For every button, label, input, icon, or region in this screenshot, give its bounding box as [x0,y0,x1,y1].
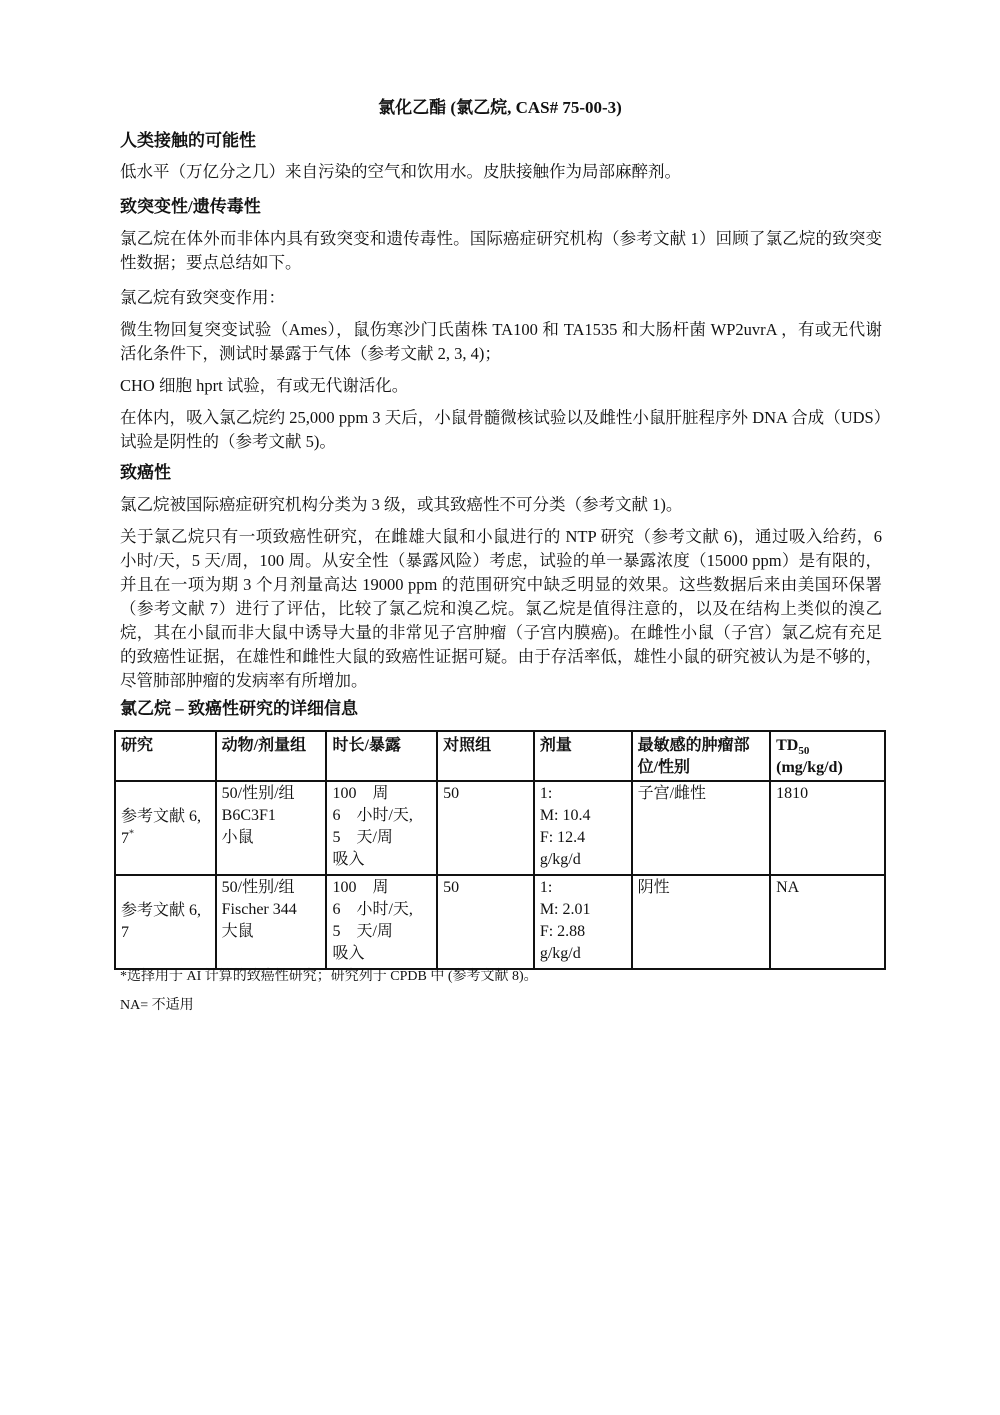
cell-dose: 1: M: 2.01 F: 2.88 g/kg/d [534,875,632,969]
heading-carcinogenicity: 致癌性 [120,463,171,482]
cell-study: 参考文献 6, 7* [115,781,216,875]
header-dose: 剂量 [534,731,632,781]
paragraph-exposure: 低水平（万亿分之几）来自污染的空气和饮用水。皮肤接触作为局部麻醉剂。 [120,162,681,181]
heading-mutagenicity: 致突变性/遗传毒性 [120,197,261,216]
paragraph-ames-test: 微生物回复突变试验（Ames），鼠伤寒沙门氏菌株 TA100 和 TA1535 和大肠杆菌 WP2uvrA ，有或无代谢活化条件下，测试时暴露于气体（参考文献 2, 3, 4)； [120,320,882,363]
cell-duration: 100 周 6 小时/天, 5 天/周 吸入 [326,781,437,875]
cell-animals: 50/性别/组 Fischer 344 大鼠 [216,875,327,969]
header-td50: $TD_{50}$ (mg/kg/d) [770,731,885,781]
paragraph-ntp-study: 关于氯乙烷只有一项致癌性研究，在雌雄大鼠和小鼠进行的 NTP 研究（参考文献 6)，通过吸入给药，6 小时/天，5 天/周，100 周。从安全性（暴露风险）考虑，试验的单一暴露浓度（15000 ppm）是有限的，并且在一项为期 3 个月剂量高达 19000 ppm 的范围研究中缺乏明显的效果。这些数据后来由美国环保署（参考文献 7）进行了评估，比较了氯乙烷和溴乙烷。氯乙烷是值得注意的，以及在结构上类似的溴乙烷，其在小鼠而非大鼠中诱导大量的非常见子宫肿瘤（子宫内膜癌)。在雌性小鼠（子宫）氯乙烷有充足的致癌性证据，在雄性和雌性大鼠的致癌性证据可疑。由于存活率低，雄性小鼠的研究被认为是不够的，尽管肺部肿瘤的发病率有所增加。 [120,527,882,690]
heading-table: 氯乙烷 – 致癌性研究的详细信息 [120,699,358,718]
carcinogenicity-table [114,730,886,970]
cell-td50: 1810 [770,781,885,875]
cell-td50: NA [770,875,885,969]
cell-tumor-site: 阴性 [632,875,771,969]
header-animals: 动物/剂量组 [216,731,327,781]
cell-study: 参考文献 6, 7 [115,875,216,969]
cell-animals: 50/性别/组 B6C3F1 小鼠 [216,781,327,875]
paragraph-iarc-class: 氯乙烷被国际癌症研究机构分类为 3 级，或其致癌性不可分类（参考文献 1)。 [120,495,683,514]
paragraph-mutagenic-effects: 氯乙烷有致突变作用： [120,288,285,307]
table-row [115,781,885,875]
paragraph-mutagenicity-intro: 氯乙烷在体外而非体内具有致突变和遗传毒性。国际癌症研究机构（参考文献 1）回顾了氯乙烷的致突变性数据；要点总结如下。 [120,229,882,272]
cell-tumor-site: 子宫/雌性 [632,781,771,875]
table-header-row [115,731,885,781]
cell-control: 50 [437,875,534,969]
paragraph-cho-test: CHO 细胞 hprt 试验，有或无代谢活化。 [120,376,409,395]
cell-control: 50 [437,781,534,875]
cell-dose: 1: M: 10.4 F: 12.4 g/kg/d [534,781,632,875]
header-duration: 时长/暴露 [326,731,437,781]
header-tumor-site: 最敏感的肿瘤部位/性别 [632,731,771,781]
document-title: 氯化乙酯 (氯乙烷, CAS# 75-00-3) [378,98,622,117]
table-row [115,875,885,969]
footnote-na: NA= 不适用 [120,998,194,1013]
header-control: 对照组 [437,731,534,781]
paragraph-in-vivo: 在体内，吸入氯乙烷约 25,000 ppm 3 天后，小鼠骨髓微核试验以及雌性小鼠肝脏程序外 DNA 合成（UDS）试验是阴性的（参考文献 5)。 [120,408,882,451]
header-study: 研究 [115,731,216,781]
cell-duration: 100 周 6 小时/天, 5 天/周 吸入 [326,875,437,969]
footnote-ai-selection: *选择用于 AI 计算的致癌性研究；研究列于 CPDB 中 (参考文献 8)。 [120,969,538,984]
heading-human-exposure: 人类接触的可能性 [120,131,256,150]
